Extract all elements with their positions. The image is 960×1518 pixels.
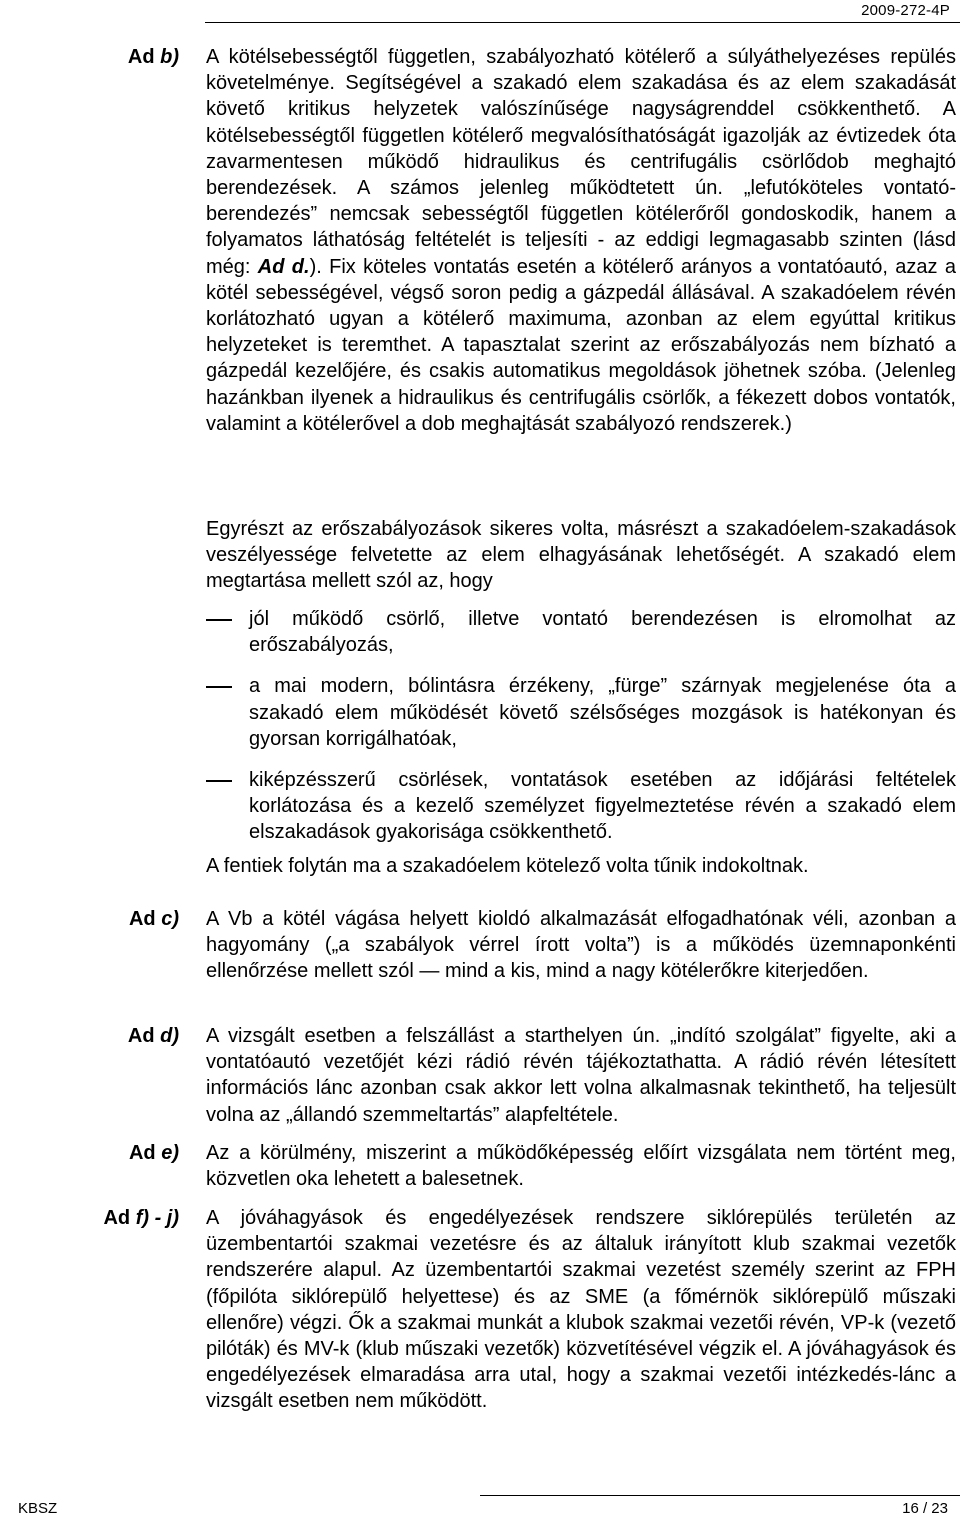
footer-rule: [480, 1495, 960, 1496]
section-label-c: Ad c): [128, 908, 179, 930]
cross-reference: Ad d.: [257, 255, 310, 278]
page-footer: [18, 1500, 948, 1517]
list-item: a mai modern, bólintásra érzékeny, „fürge” szárnyak megjelenése óta a szakadó elem működését követő szélsőséges mozgások is hatékonyan és gyorsan korrigálhatóak,: [206, 673, 956, 752]
section-e-text: Az a körülmény, miszerint a működőképesség előírt vizsgálata nem történt meg, közvetlen oka lehetett a balesetnek.: [206, 1142, 956, 1191]
section-label-d: Ad d): [127, 1025, 179, 1047]
section-label-b: Ad b): [127, 46, 179, 68]
section-label-f-j: Ad f) - j): [103, 1207, 179, 1229]
document-id: 2009-272-4P: [861, 2, 950, 19]
list-item: kiképzésszerű csörlések, vontatások esetében az időjárási feltételek korlátozása és a kezelő személyzet figyelmeztetése révén a szakadó elem elszakadások gyakorisága csökkenthető.: [206, 767, 956, 846]
section-c-text: A Vb a kötél vágása helyett kioldó alkalmazását elfogadhatónak véli, azonban a hagyomány („a szabályok vérrel írott volta”) is a működés üzemnaponkénti ellenőrzése mellett szól — mind a kis, mind a nagy kötélerőkre kiterjedően.: [206, 908, 956, 983]
list-item: jól működő csörlő, illetve vontató berendezésen is elromolhat az erőszabályozás,: [206, 606, 956, 658]
header-rule: [205, 22, 960, 23]
footer-org: KBSZ: [18, 1500, 58, 1517]
section-label-e: Ad e): [128, 1142, 179, 1164]
dash-list: [206, 606, 956, 846]
page-number: 16 / 23: [902, 1500, 948, 1517]
dash-bullet-icon: [206, 780, 232, 782]
section-d-text: A vizsgált esetben a felszállást a starthelyen ún. „indító szolgálat” figyelte, aki a vontatóautó vezetőjét kézi rádió révén tájékoztathatta. A rádió révén létesített információs lánc azonban csak akkor lett volna alkalmasnak tekinthető, ha teljesült volna az „állandó szemmeltartás” alapfeltétele.: [206, 1025, 956, 1126]
dash-bullet-icon: [206, 686, 232, 688]
dash-bullet-icon: [206, 619, 232, 621]
section-b-paragraph-2: Egyrészt az erőszabályozások sikeres volta, másrészt a szakadóelem-szakadások veszélyessége felvetette az elem elhagyásának lehetőségét. A szakadó elem megtartása mellett szól az, hogy: [206, 518, 956, 593]
section-f-j-text: A jóváhagyások és engedélyezések rendszere siklórepülés területén az üzembentartói szakmai vezetésre és az általuk irányított klub szakmai vezetők rendszerére alapul. Az üzembentartói szakmai vezetést személy szerint az FPH (főpilóta siklórepülő helyettese) és az SME (a főmérnök siklórepülő műszaki ellenőre) végzi. Ők a szakmai munkát a klubok szakmai vezetői révén, VP-k (vezető pilóták) és MV-k (klub műszaki vezetők) közvetítésével végzik el. A jóváhagyások és engedélyezések elmaradása arra utal, hogy a szakmai vezetői intézkedés-lánc a vizsgált esetben nem működött.: [206, 1207, 956, 1413]
section-b-paragraph-1: A kötélsebességtől független, szabályozható kötélerő a súlyáthelyezéses repülés követelménye. Segítségével a szakadó elem szakadása és az elem szakadását követő kritikus helyzetek valószínűsége nagyságrenddel csökkenthető. A kötélsebességtől független kötélerő megvalósíthatóságát igazolják az évtizedek óta zavarmentesen működő hidraulikus és centrifugális csörlődob meghajtó berendezések. A számos jelenleg működtetett ún. „lefutóköteles vontató-berendezés” nemcsak sebességtől független kötélerőről gondoskodik, hanem a folyamatos láthatóság feltételét is teljesíti - az eddigi legmagasabb szinten (lásd még: Ad d.). Fix köteles vontatás esetén a kötélerő arányos a vontatóautó, azaz a kötél sebességével, végső soron pedig a gázpedál állásával. A szakadóelem révén korlátozható ugyan a kötélerő maximuma, azonban az elem egyúttal kritikus helyzeteket is teremthet. A tapasztalat szerint az erőszabályozás nem bízható a gázpedál kezelőjére, és csakis automatikus megoldások jöhetnek szóba. (Jelenleg hazánkban ilyenek a hidraulikus és centrifugális csörlők, a fékezett dobos vontatók, valamint a kötélerővel a dob meghajtását szabályozó rendszerek.): [206, 46, 957, 435]
section-b-paragraph-3: A fentiek folytán ma a szakadóelem kötelező volta tűnik indokoltnak.: [206, 855, 809, 877]
